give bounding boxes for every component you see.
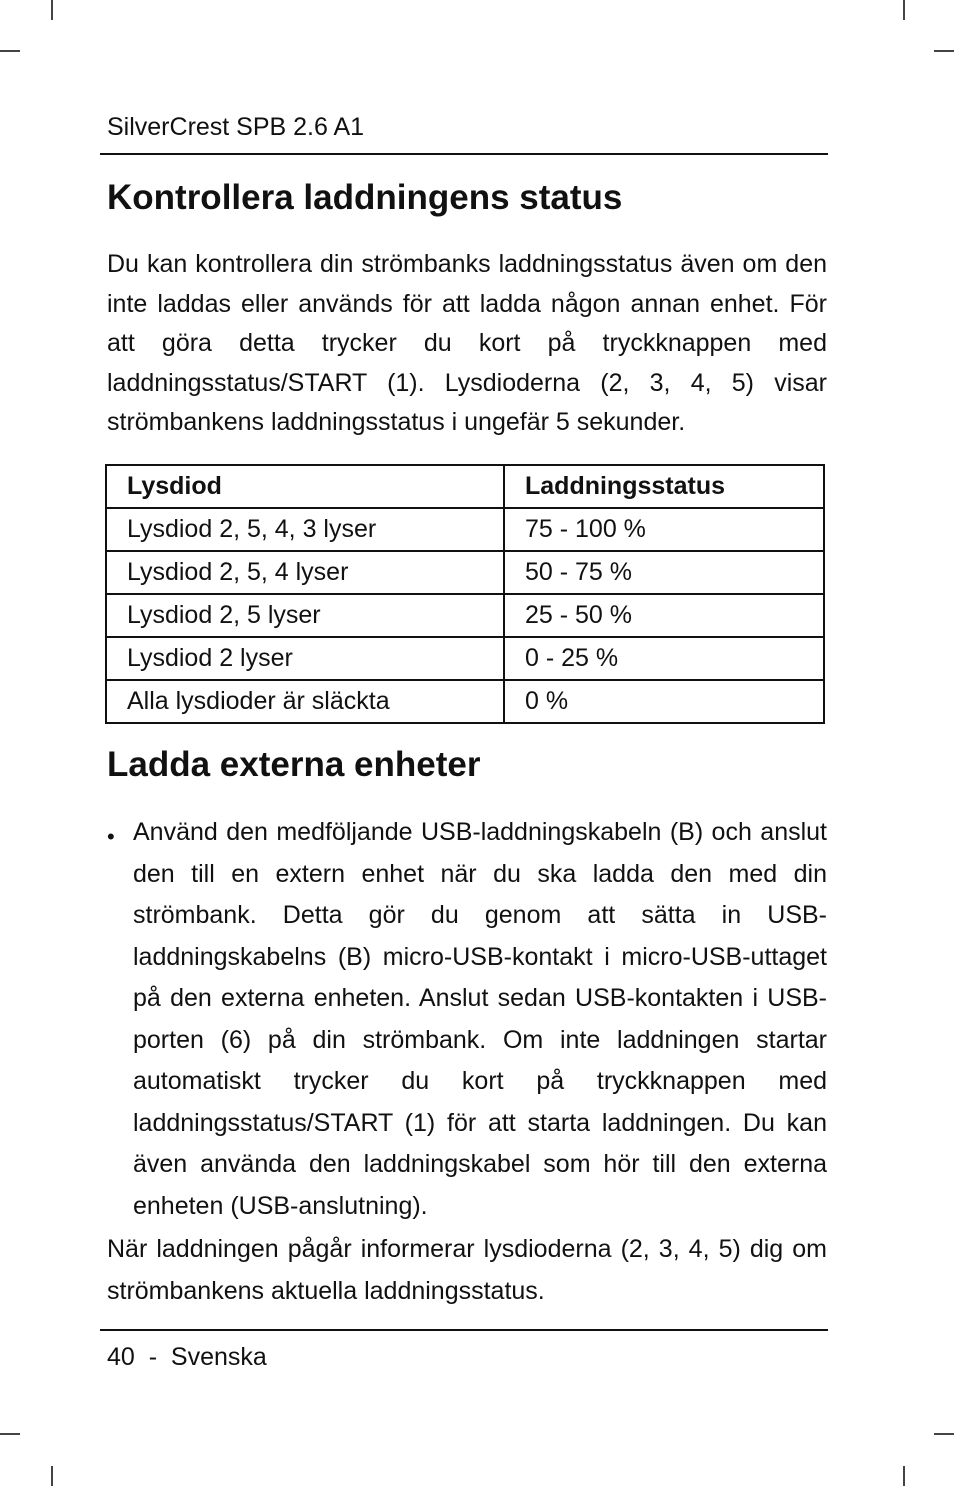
crop-mark — [51, 0, 53, 20]
crop-mark — [0, 1433, 20, 1435]
cell-status: 0 - 25 % — [504, 637, 824, 680]
cell-status: 50 - 75 % — [504, 551, 824, 594]
footer-divider — [100, 1329, 828, 1331]
table-row — [106, 551, 824, 594]
bullet-icon: • — [107, 824, 115, 849]
bullet-text: Använd den medföljande USB-laddningskabeln (B) och anslut den till en extern enhet när du ska ladda den med din strömbank. Detta gör du genom att sätta in USB-laddningskabelns (B) micro-USB-kontakt i micro-USB-uttaget på den externa enheten. Anslut sedan USB-kontakten i USB-porten (6) på din strömbank. Om inte laddningen startar automatiskt trycker du kort på tryckknappen med laddningsstatus/START (1) för att starta laddningen. Du kan även använda den laddningskabel som hör till den externa enheten (USB-anslutning). — [133, 818, 827, 1220]
section-heading-external-devices: Ladda externa enheter — [107, 745, 481, 784]
cell-led: Alla lysdioder är släckta — [106, 680, 504, 723]
cell-led: Lysdiod 2, 5, 4, 3 lyser — [106, 508, 504, 551]
section-heading-charge-status: Kontrollera laddningens status — [107, 178, 623, 217]
led-status-table — [105, 464, 825, 724]
page-footer: 40 - Svenska — [107, 1343, 267, 1371]
cell-led: Lysdiod 2 lyser — [106, 637, 504, 680]
table-row — [106, 594, 824, 637]
cell-led: Lysdiod 2, 5 lyser — [106, 594, 504, 637]
table-row — [106, 680, 824, 723]
crop-mark — [934, 50, 954, 52]
header-divider — [100, 153, 828, 155]
closing-paragraph: När laddningen pågår informerar lysdioderna (2, 3, 4, 5) dig om strömbankens aktuella laddningsstatus. — [107, 1235, 827, 1305]
crop-mark — [0, 50, 20, 52]
crop-mark — [903, 0, 905, 20]
cell-led: Lysdiod 2, 5, 4 lyser — [106, 551, 504, 594]
table-header-row — [106, 465, 824, 508]
running-header: SilverCrest SPB 2.6 A1 — [107, 113, 365, 141]
cell-status: 0 % — [504, 680, 824, 723]
bullet-list-item — [107, 812, 827, 1227]
crop-mark — [51, 1466, 53, 1486]
column-header-status: Laddningsstatus — [504, 465, 824, 508]
cell-status: 25 - 50 % — [504, 594, 824, 637]
table-row — [106, 508, 824, 551]
crop-mark — [934, 1433, 954, 1435]
crop-mark — [903, 1466, 905, 1486]
cell-status: 75 - 100 % — [504, 508, 824, 551]
intro-paragraph: Du kan kontrollera din strömbanks laddningsstatus även om den inte laddas eller används för att ladda någon annan enhet. För att göra detta trycker du kort på tryckknappen med laddningsstatus/START (1). Lysdioderna (2, 3, 4, 5) visar strömbankens laddningsstatus i ungefär 5 sekunder. — [107, 250, 827, 436]
column-header-led: Lysdiod — [106, 465, 504, 508]
table-row — [106, 637, 824, 680]
